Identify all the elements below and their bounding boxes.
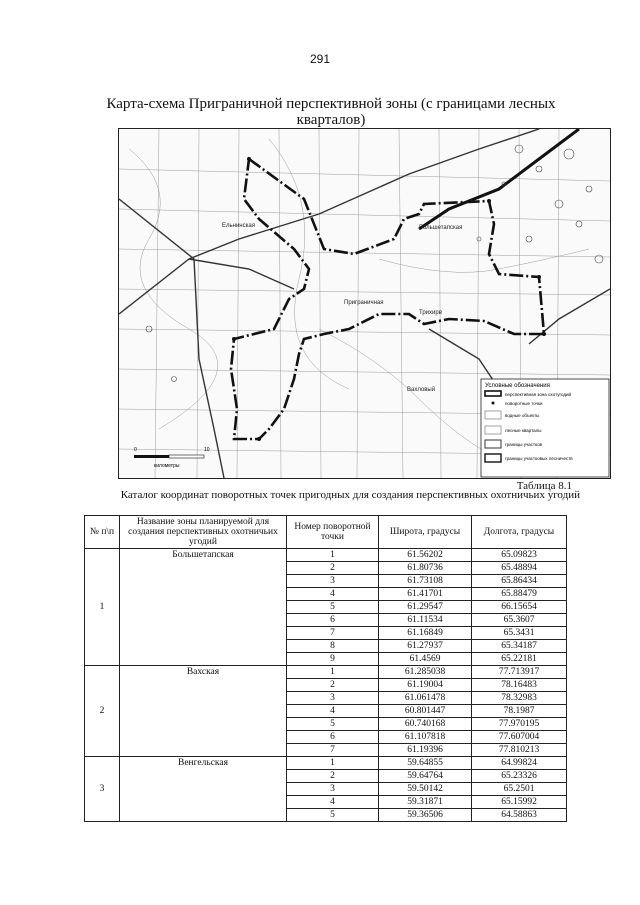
scale-unit: километры [154,463,180,469]
longitude-cell: 77.970195 [472,718,567,731]
longitude-cell: 77.810213 [472,744,567,757]
point-number-cell: 1 [287,757,379,770]
coordinates-table [84,515,567,822]
scale-start: 0 [134,447,137,453]
point-number-cell: 7 [287,744,379,757]
point-number-cell: 5 [287,601,379,614]
table-header-row [85,516,567,549]
latitude-cell: 61.73108 [379,575,472,588]
table-row [85,549,567,562]
point-number-cell: 3 [287,575,379,588]
map-title: Карта-схема Приграничной перспективной зоны (с границами лесных кварталов) [106,96,556,128]
point-number-cell: 4 [287,705,379,718]
latitude-cell: 61.11534 [379,614,472,627]
point-number-cell: 6 [287,614,379,627]
point-number-cell: 5 [287,718,379,731]
legend-item-water: водные объекты [505,413,540,418]
longitude-cell: 64.99824 [472,757,567,770]
latitude-cell: 59.36506 [379,809,472,822]
latitude-cell: 61.16849 [379,627,472,640]
scale-end: 10 [204,447,210,453]
place-label-trikhirv: Трихирв [419,310,442,316]
zone-number-cell: 2 [85,666,120,757]
map-figure [118,128,611,479]
point-number-cell: 2 [287,679,379,692]
point-number-cell: 1 [287,666,379,679]
point-number-cell: 9 [287,653,379,666]
point-number-cell: 1 [287,549,379,562]
longitude-cell: 65.88479 [472,588,567,601]
latitude-cell: 61.80736 [379,562,472,575]
place-label-bolshetapskaya: Большетапская [419,225,463,231]
longitude-cell: 65.3607 [472,614,567,627]
header-point-number: Номер поворотной точки [287,516,379,549]
latitude-cell: 61.285038 [379,666,472,679]
latitude-cell: 61.41701 [379,588,472,601]
latitude-cell: 59.64855 [379,757,472,770]
longitude-cell: 78.1987 [472,705,567,718]
longitude-cell: 65.15992 [472,796,567,809]
latitude-cell: 59.50142 [379,783,472,796]
page-number: 291 [309,52,331,66]
longitude-cell: 65.48894 [472,562,567,575]
latitude-cell: 60.740168 [379,718,472,731]
place-label-prigranichnaya: Приграничная [344,300,384,306]
zone-number-cell: 3 [85,757,120,822]
longitude-cell: 78.32983 [472,692,567,705]
header-longitude: Долгота, градусы [472,516,567,549]
legend-item-quarters: лесные кварталы [505,428,542,433]
longitude-cell: 65.3431 [472,627,567,640]
place-label-elninskaya: Ельнинская [222,223,255,229]
legend-item-point: поворотные точки [505,401,543,406]
latitude-cell: 61.27937 [379,640,472,653]
header-zone-number: № п\п [85,516,120,549]
latitude-cell: 61.061478 [379,692,472,705]
latitude-cell: 59.64764 [379,770,472,783]
latitude-cell: 61.4569 [379,653,472,666]
table-caption: Каталог координат поворотных точек пригодных для создания перспективных охотничьих угодий [120,489,580,501]
header-zone-name: Название зоны планируемой для создания перспективных охотничьих угодий [120,516,287,549]
longitude-cell: 77.607004 [472,731,567,744]
zone-number-cell: 1 [85,549,120,666]
table-body [85,549,567,822]
map-svg [119,129,610,478]
longitude-cell: 64.58863 [472,809,567,822]
longitude-cell: 78.16483 [472,679,567,692]
longitude-cell: 65.2501 [472,783,567,796]
map-legend [481,379,609,477]
point-number-cell: 4 [287,588,379,601]
latitude-cell: 61.19396 [379,744,472,757]
point-number-cell: 5 [287,809,379,822]
legend-item-plots: границы участков [505,442,543,447]
table-row [85,757,567,770]
latitude-cell: 60.801447 [379,705,472,718]
zone-name-cell: Вахская [120,666,287,757]
legend-item-forestries: границы участковых лесничеств [505,456,573,461]
point-number-cell: 3 [287,783,379,796]
table-row [85,666,567,679]
latitude-cell: 61.29547 [379,601,472,614]
longitude-cell: 77.713917 [472,666,567,679]
point-number-cell: 4 [287,796,379,809]
legend-swatch-point [492,402,495,405]
scale-bar [134,447,210,469]
longitude-cell: 65.86434 [472,575,567,588]
legend-title: Условные обозначения [485,383,550,389]
point-number-cell: 3 [287,692,379,705]
latitude-cell: 61.19004 [379,679,472,692]
latitude-cell: 61.107818 [379,731,472,744]
latitude-cell: 61.56202 [379,549,472,562]
point-number-cell: 2 [287,770,379,783]
zone-name-cell: Венгельская [120,757,287,822]
longitude-cell: 66.15654 [472,601,567,614]
point-number-cell: 8 [287,640,379,653]
point-number-cell: 6 [287,731,379,744]
point-number-cell: 2 [287,562,379,575]
point-number-cell: 7 [287,627,379,640]
latitude-cell: 59.31871 [379,796,472,809]
longitude-cell: 65.09823 [472,549,567,562]
longitude-cell: 65.23326 [472,770,567,783]
place-label-vakhlovy: Вахловый [407,387,436,393]
header-latitude: Широта, градусы [379,516,472,549]
legend-item-zone: перспективная зона охотугодий [505,392,572,397]
table-number: Таблица 8.1 [516,480,572,492]
zone-name-cell: Большетапская [120,549,287,666]
longitude-cell: 65.34187 [472,640,567,653]
longitude-cell: 65.22181 [472,653,567,666]
highway-line [419,129,579,229]
